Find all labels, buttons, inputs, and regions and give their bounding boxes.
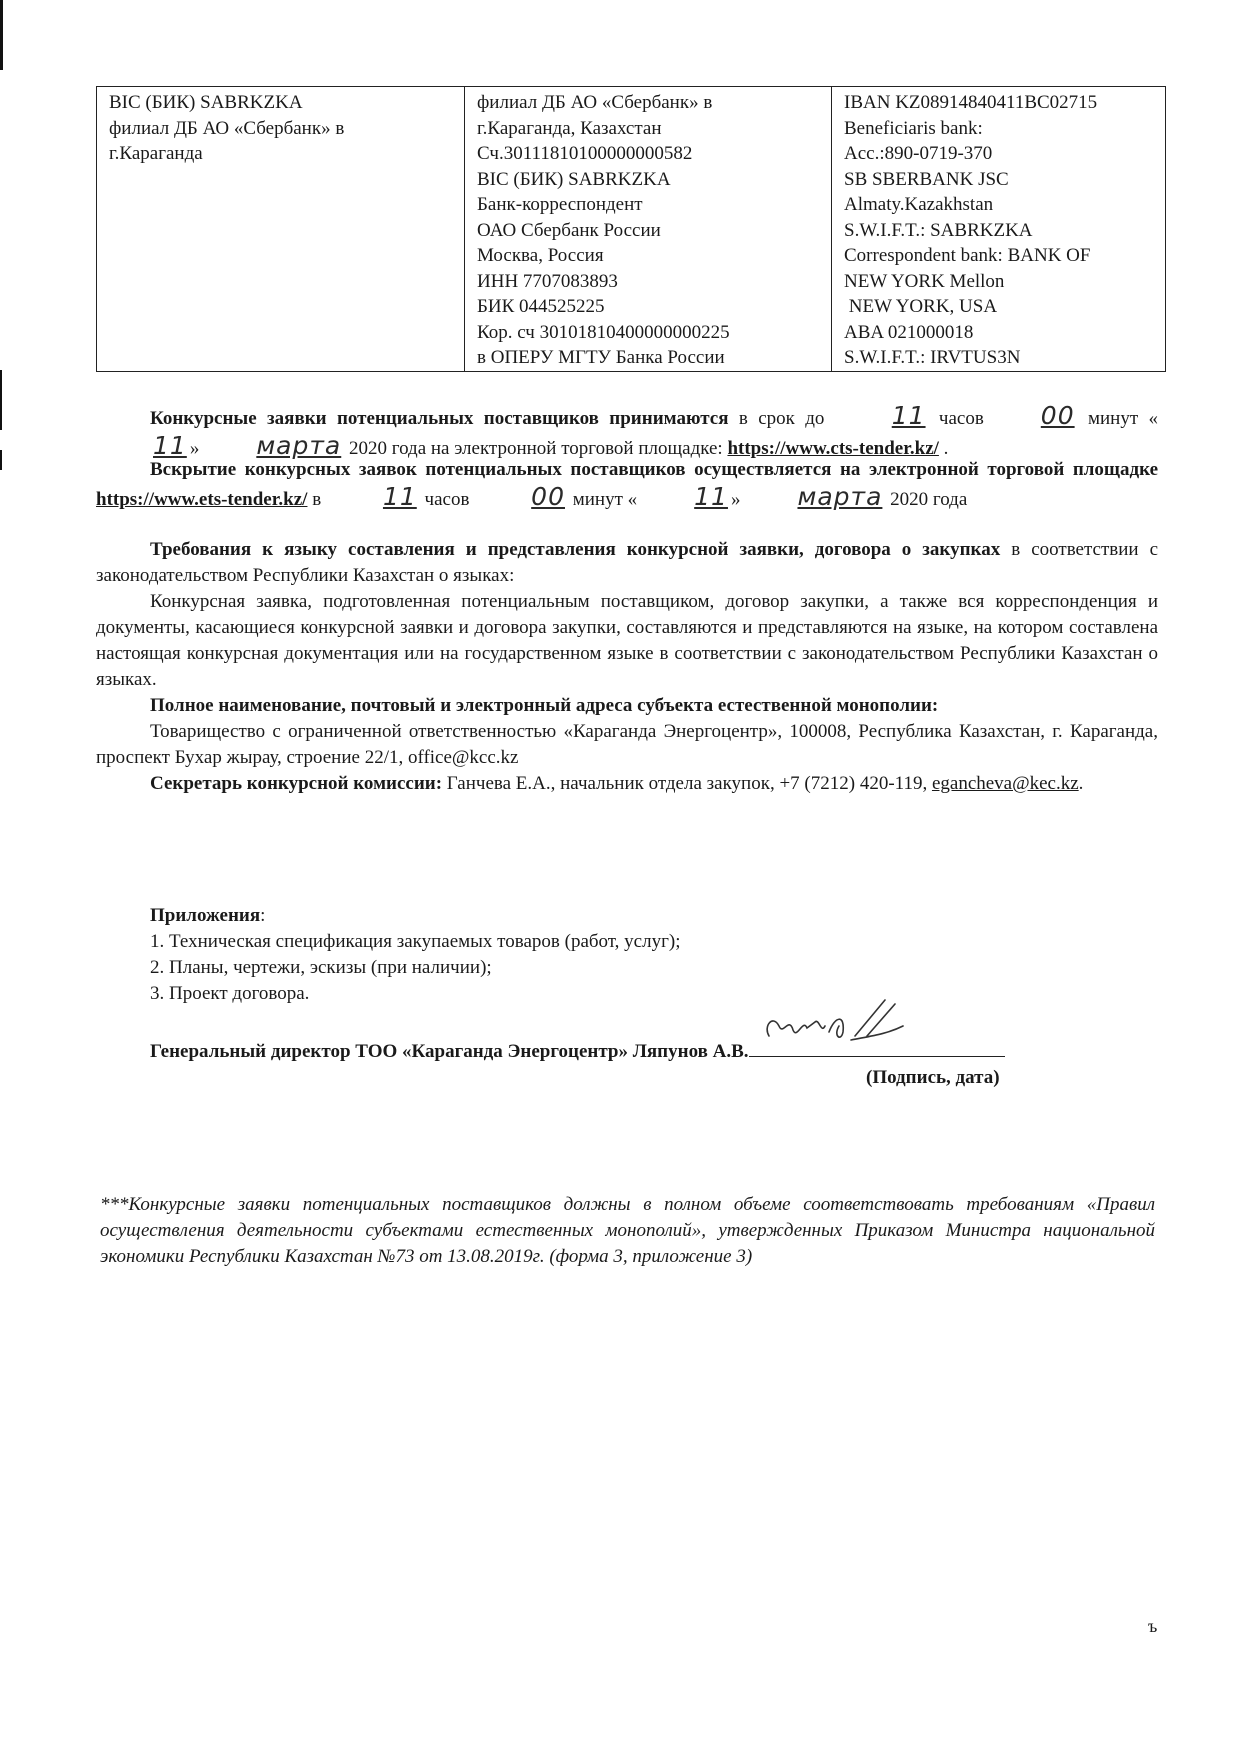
handwritten-signature [759,996,919,1058]
bank-detail-line: Кор. сч 30101810400000000225 [477,321,730,343]
attachment-item: 3. Проект договора. [150,983,310,1004]
bank-details-col-2 [465,87,832,372]
bank-detail-line: Сч.30111810100000000582 [477,143,693,164]
secretary-label: Секретарь конкурсной комиссии: [150,773,443,794]
bank-detail-line: BIC (БИК) SABRKZKA [477,168,671,190]
scan-edge-mark [0,370,2,430]
handwritten-month: марта [797,482,883,511]
handwritten-month: марта [256,431,342,460]
attachments-heading [150,903,1150,929]
opening-text: минут « [567,489,638,510]
deadline-bold-text: Конкурсные заявки потенциальных поставщиков принимаются [150,408,729,429]
bank-details-table [96,86,1166,372]
bank-detail-line: ОАО Сбербанк России [477,219,661,241]
bank-details-col-3 [832,87,1166,372]
bank-detail-line: филиал ДБ АО «Сбербанк» в [109,117,345,139]
scan-edge-mark [0,450,2,470]
bank-detail-line: SB SBERBANK JSC [844,168,1009,190]
opening-paragraph [96,456,1158,513]
secretary-email-link[interactable]: egancheva@kec.kz [931,773,1079,794]
language-heading-tail: в соответствии с законодательством Республики Казахстан о языках: [96,539,1158,586]
bank-detail-line: ABA 021000018 [844,321,974,343]
footnote: ***Конкурсные заявки потенциальных поставщиков должны в полном объеме соответствовать требованиям «Правил осуществления деятельности субъектами естественных монополий», утвержденных Приказом Министра национальной экономики Республики Казахстан №73 от 13.08.2019г. (форма 3, приложение 3) [100,1194,1155,1267]
scan-edge-mark [0,0,3,70]
opening-text: часов [419,489,475,510]
deadline-text: в срок до [728,408,835,429]
attachment-item: 2. Планы, чертежи, эскизы (при наличии); [150,957,492,978]
attachments-section [150,903,1150,1007]
bank-detail-line: Correspondent bank: BANK OF [844,245,1091,266]
bank-detail-line: BIC (БИК) SABRKZKA [109,92,303,113]
submission-deadline-paragraph [96,402,1158,462]
signatory-name: Генеральный директор ТОО «Караганда Энергоцентр» Ляпунов А.В. [150,1041,749,1062]
bank-detail-line: S.W.I.F.T.: IRVTUS3N [844,347,1021,368]
bank-detail-line: Москва, Россия [477,245,604,266]
secretary-text: Ганчева Е.А., начальник отдела закупок, +7 (7212) 420-119, [442,773,932,794]
signature-block [150,1034,1150,1091]
bank-detail-line: БИК 044525225 [477,296,605,317]
language-heading-bold: Требования к языку составления и представления конкурсной заявки, договора о закупках [150,539,1001,560]
deadline-text: « [1148,408,1158,429]
bank-detail-line: Acc.:890-0719-370 [844,143,993,164]
attachments-heading-colon: : [260,905,266,926]
attachments-heading-text: Приложения [150,905,261,926]
bank-detail-line: г.Караганда, Казахстан [477,117,662,139]
deadline-text: » [189,438,200,459]
bank-detail-line: S.W.I.F.T.: SABRKZKA [844,219,1033,241]
handwritten-hour: 11 [891,401,926,430]
bank-detail-line: Банк-корреспондент [477,194,643,215]
page-mark: ъ [1148,1616,1158,1636]
opening-text: в [307,489,326,510]
monopoly-body: Товарищество с ограниченной ответственностью «Караганда Энергоцентр», 100008, Республика Казахстан, г. Караганда, проспект Бухар жырау, строение 22/1, office@kcc.kz [96,721,1158,768]
attachment-item: 1. Техническая спецификация закупаемых товаров (работ, услуг); [150,931,681,952]
signature-caption: (Подпись, дата) [866,1067,1000,1088]
handwritten-hour: 11 [382,482,417,511]
deadline-text: минут [1077,408,1139,429]
handwritten-day: 11 [694,482,728,511]
bank-detail-line: Almaty.Kazakhstan [844,194,994,215]
tender-platform-link[interactable]: https://www.ets-tender.kz/ [96,489,308,510]
deadline-text: . [938,438,949,459]
language-requirements-body: Конкурсная заявка, подготовленная потенциальным поставщиком, договор закупки, а также вся корреспонденция и документы, касающиеся конкурсной заявки и договора закупки, составляются и представляются на языке, на котором составлена настоящая конкурсная документация или на государственном языке в соответствии с законодательством Республики Казахстан о языках. [96,591,1158,690]
bank-detail-line: NEW YORK, USA [844,296,998,317]
bank-detail-line: NEW YORK Mellon [844,270,1005,292]
opening-bold-text: Вскрытие конкурсных заявок потенциальных поставщиков осуществляется на электронной торговой площадке [150,459,1158,480]
signature-line [749,1034,1005,1057]
tender-platform-link[interactable]: https://www.cts-tender.kz/ [727,438,939,459]
monopoly-heading: Полное наименование, почтовый и электронный адреса субъекта естественной монополии: [150,695,939,716]
secretary-text: . [1078,773,1084,794]
deadline-text: 2020 года на электронной торговой площадке: [344,438,728,459]
bank-detail-line: Beneficiaris bank: [844,117,983,139]
bank-detail-line: IBAN KZ08914840411BC02715 [844,92,1098,113]
secretary-paragraph [96,771,1158,797]
bank-details-col-1 [97,87,465,372]
bank-detail-line: филиал ДБ АО «Сбербанк» в [477,92,713,113]
handwritten-minute: 00 [1040,401,1075,430]
bank-detail-line: ИНН 7707083893 [477,270,618,292]
handwritten-minute: 00 [531,482,565,511]
bank-detail-line: г.Караганда [109,143,203,164]
handwritten-day: 11 [153,431,187,460]
opening-text: » [730,489,741,510]
language-requirements-heading [96,537,1158,589]
opening-text: 2020 года [885,489,968,510]
deadline-text: часов [928,408,984,429]
bank-detail-line: в ОПЕРУ МГТУ Банка России [477,347,725,368]
